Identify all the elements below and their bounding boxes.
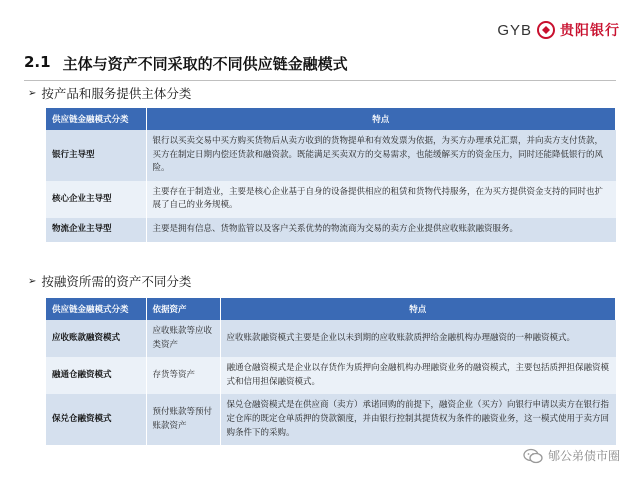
section2-heading-text: 按融资所需的资产不同分类	[41, 274, 192, 289]
wechat-icon	[523, 448, 543, 464]
table-row	[46, 394, 616, 445]
section2-table	[46, 298, 616, 445]
bank-logo-icon	[537, 21, 555, 39]
section1-table	[46, 108, 616, 242]
column-header: 特点	[146, 108, 616, 130]
section2-heading	[28, 272, 191, 290]
section-title: 主体与资产不同采取的不同供应链金融模式	[62, 55, 348, 73]
mode-cell: 保兑仓融资模式	[46, 394, 146, 445]
bank-logo	[497, 20, 620, 40]
mode-cell: 应收账款融资模式	[46, 320, 146, 357]
page-title	[24, 53, 616, 74]
mode-cell: 物流企业主导型	[46, 218, 146, 242]
column-header: 供应链金融模式分类	[46, 298, 146, 320]
asset-cell: 应收账款等应收类资产	[146, 320, 220, 357]
table-row	[46, 181, 616, 218]
column-header: 特点	[220, 298, 616, 320]
watermark	[523, 447, 620, 464]
section1-heading	[28, 84, 191, 102]
mode-cell: 银行主导型	[46, 130, 146, 181]
feature-cell: 保兑仓融资模式是在供应商（卖方）承诺回购的前提下，融资企业（买方）向银行申请以卖方在银行指定仓库的既定仓单质押的贷款额度，并由银行控制其提货权为条件的融资业务，这一模式使用于卖方回购条件下的采购。	[220, 394, 616, 445]
arrow-bullet-icon: ➢	[28, 87, 37, 99]
page-title-block	[24, 53, 616, 81]
title-divider	[24, 80, 616, 81]
feature-cell: 银行以买卖交易中买方购买货物后从卖方收到的货物提单和有效发票为依据，为买方办理承兑汇票，并向卖方支付货款，买方在制定日期内偿还货款和融资款。既能满足买卖双方的交易需求，也能缓解买方的资金压力，同时还能降低银行的风险。	[146, 130, 616, 181]
table-header-row	[46, 108, 616, 130]
column-header: 供应链金融模式分类	[46, 108, 146, 130]
table-row	[46, 357, 616, 394]
mode-cell: 融通仓融资模式	[46, 357, 146, 394]
logo-text: GYB	[497, 21, 532, 39]
watermark-text: 郇公弟债市圈	[547, 449, 620, 463]
column-header: 依据资产	[146, 298, 220, 320]
section-number: 2.1	[24, 53, 51, 71]
mode-cell: 核心企业主导型	[46, 181, 146, 218]
feature-cell: 融通仓融资模式是企业以存货作为质押向金融机构办理融资业务的融资模式，主要包括质押担保融资模式和信用担保融资模式。	[220, 357, 616, 394]
table-row	[46, 130, 616, 181]
feature-cell: 主要是拥有信息、货物监管以及客户关系优势的物流商为交易的卖方企业提供应收账款融资服务。	[146, 218, 616, 242]
table-header-row	[46, 298, 616, 320]
arrow-bullet-icon: ➢	[28, 275, 37, 287]
asset-cell: 预付账款等预付账款资产	[146, 394, 220, 445]
section1-heading-text: 按产品和服务提供主体分类	[41, 86, 192, 101]
table-row	[46, 320, 616, 357]
bank-name: 贵阳银行	[560, 23, 620, 39]
feature-cell: 主要存在于制造业，主要是核心企业基于自身的设备提供相应的租赁和货物代持服务，在为买方提供资金支持的同时也扩展了自己的业务规模。	[146, 181, 616, 218]
table-row	[46, 218, 616, 242]
feature-cell: 应收账款融资模式主要是企业以未到期的应收账款质押给金融机构办理融资的一种融资模式。	[220, 320, 616, 357]
asset-cell: 存货等资产	[146, 357, 220, 394]
